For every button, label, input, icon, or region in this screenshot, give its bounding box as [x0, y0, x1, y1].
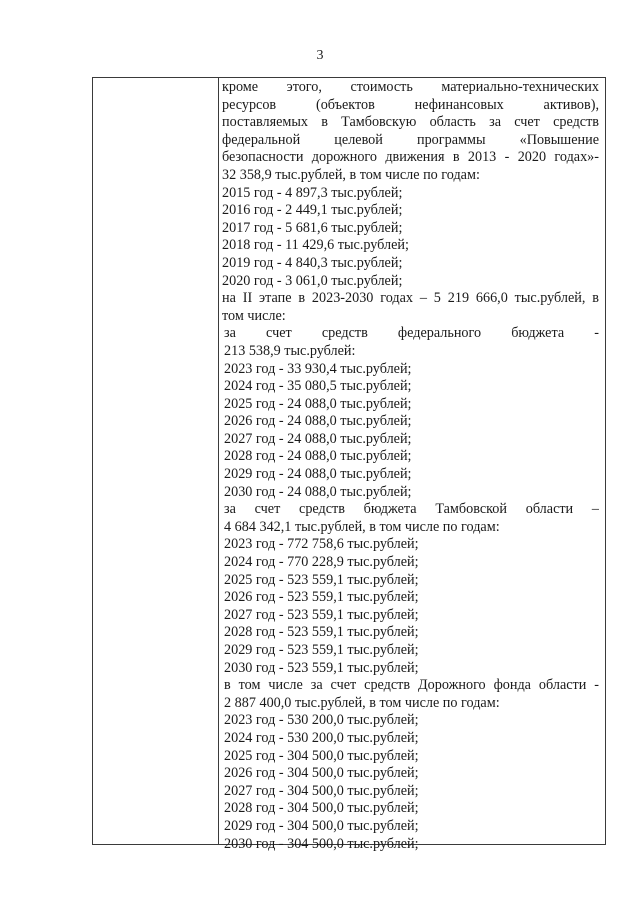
table-right-column	[219, 78, 605, 852]
text-line: 213 538,9 тыс.рублей:	[224, 342, 356, 359]
text-line: 2 887 400,0 тыс.рублей, в том числе по годам:	[224, 694, 500, 711]
text-line: 2029 год - 523 559,1 тыс.рублей;	[224, 642, 419, 658]
text-line: поставляемых в Тамбовскую область за счет средств	[222, 114, 599, 131]
text-line: 2026 год - 24 088,0 тыс.рублей;	[224, 413, 412, 430]
text-line: 2025 год - 24 088,0 тыс.рублей;	[224, 395, 412, 412]
text-line: 2023 год - 33 930,4 тыс.рублей;	[224, 360, 412, 377]
text-line: 2029 год - 304 500,0 тыс.рублей;	[224, 817, 419, 834]
text-line: 2026 год - 523 559,1 тыс.рублей;	[224, 589, 419, 606]
table-left-column	[93, 78, 219, 844]
text-line: том числе:	[222, 307, 286, 324]
text-line: кроме этого, стоимость материально-технических	[222, 79, 599, 95]
text-line: безопасности дорожного движения в 2013 - 2020 годах»-	[222, 149, 599, 166]
text-line: 2025 год - 523 559,1 тыс.рублей;	[224, 571, 419, 588]
text-line: 2019 год - 4 840,3 тыс.рублей;	[222, 254, 403, 271]
text-line: на II этапе в 2023-2030 годах – 5 219 666,0 тыс.рублей, в	[222, 290, 599, 307]
text-line: в том числе за счет средств Дорожного фонда области -	[224, 677, 599, 694]
text-line: 2025 год - 304 500,0 тыс.рублей;	[224, 747, 419, 764]
text-line: 4 684 342,1 тыс.рублей, в том числе по годам:	[224, 518, 500, 535]
text-line: 2028 год - 523 559,1 тыс.рублей;	[224, 624, 419, 641]
text-line: 2028 год - 304 500,0 тыс.рублей;	[224, 800, 419, 817]
text-line: 2024 год - 35 080,5 тыс.рублей;	[224, 378, 412, 395]
text-line: 2026 год - 304 500,0 тыс.рублей;	[224, 765, 419, 782]
text-line: 2027 год - 24 088,0 тыс.рублей;	[224, 430, 412, 447]
text-line: 2030 год - 304 500,0 тыс.рублей;	[224, 835, 419, 852]
text-line: 2030 год - 523 559,1 тыс.рублей;	[224, 659, 419, 676]
text-line: 2020 год - 3 061,0 тыс.рублей;	[222, 272, 403, 289]
text-line: 2016 год - 2 449,1 тыс.рублей;	[222, 202, 403, 219]
text-line: 2027 год - 304 500,0 тыс.рублей;	[224, 782, 419, 799]
text-line: 2027 год - 523 559,1 тыс.рублей;	[224, 606, 419, 623]
document-table	[92, 77, 606, 852]
text-line: 2029 год - 24 088,0 тыс.рублей;	[224, 466, 412, 483]
text-line: 2015 год - 4 897,3 тыс.рублей;	[222, 184, 403, 201]
text-line: ресурсов (объектов нефинансовых активов),	[222, 96, 599, 113]
text-line: 32 358,9 тыс.рублей, в том числе по годам:	[222, 166, 480, 183]
text-line: 2024 год - 530 200,0 тыс.рублей;	[224, 729, 419, 746]
text-line: 2023 год - 530 200,0 тыс.рублей;	[224, 712, 419, 729]
text-line: 2023 год - 772 758,6 тыс.рублей;	[224, 536, 419, 553]
text-line: 2030 год - 24 088,0 тыс.рублей;	[224, 483, 412, 500]
text-line: 2024 год - 770 228,9 тыс.рублей;	[224, 554, 419, 571]
text-line: федеральной целевой программы «Повышение	[222, 131, 599, 148]
text-line: 2018 год - 11 429,6 тыс.рублей;	[222, 237, 409, 254]
text-line: 2028 год - 24 088,0 тыс.рублей;	[224, 448, 412, 465]
text-line: за счет средств бюджета Тамбовской области –	[224, 501, 599, 518]
page-number: 3	[316, 48, 324, 63]
text-line: за счет средств федерального бюджета -	[224, 325, 599, 342]
text-line: 2017 год - 5 681,6 тыс.рублей;	[222, 219, 403, 236]
